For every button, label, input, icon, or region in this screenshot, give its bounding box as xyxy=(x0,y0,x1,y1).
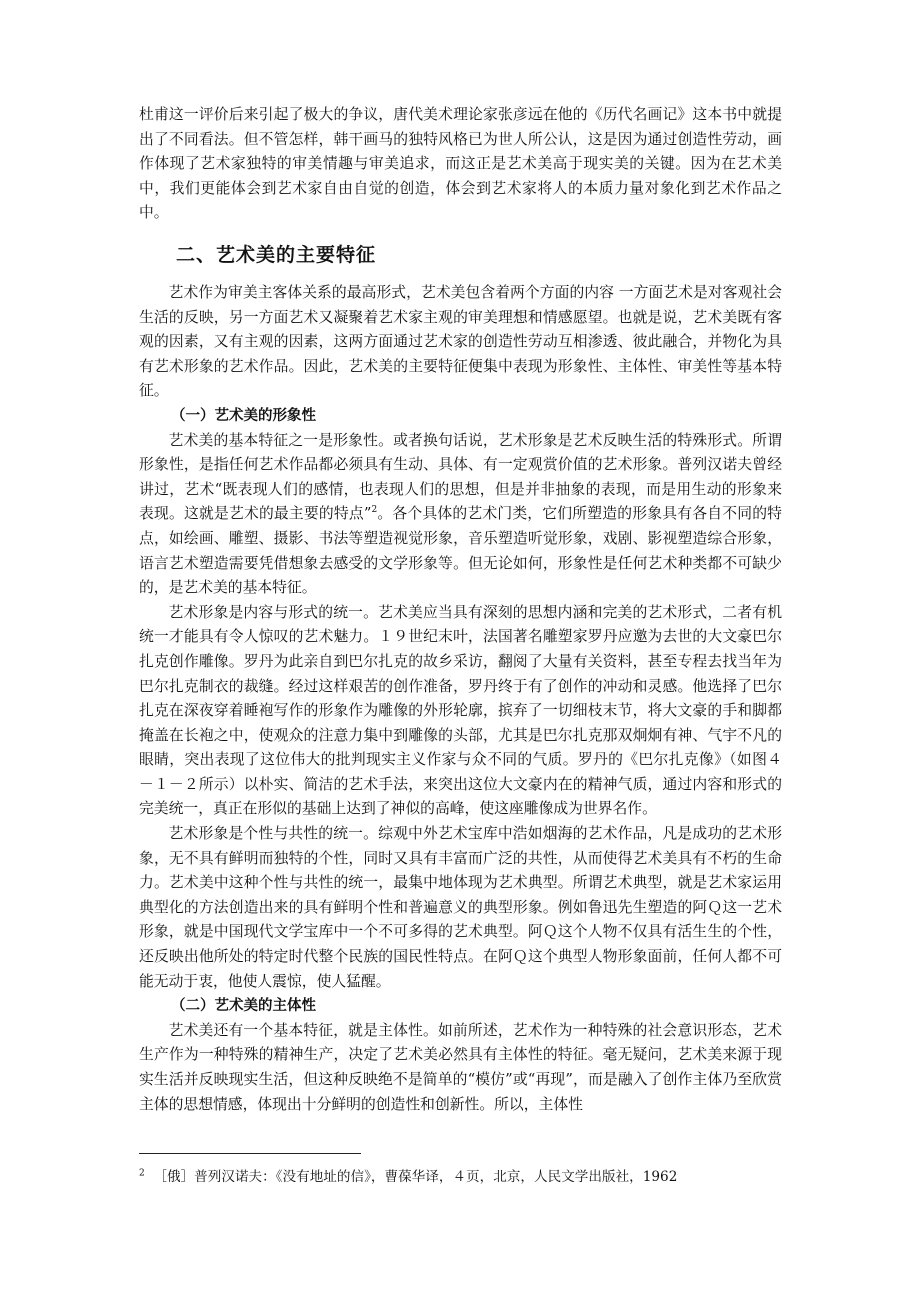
footnote-marker: 2 xyxy=(139,1168,145,1179)
section-intro-paragraph: 艺术作为审美主客体关系的最高形式，艺术美包含着两个方面的内容 一方面艺术是对客观社会生活的反映，另一方面艺术又凝聚着艺术家主观的审美理想和情感愿望。也就是说，艺术美既有客观的因素，又有主观的因素，这两方面通过艺术家的创造性劳动互相渗透、彼此融合，并物化为具有艺术形象的艺术作品。因此，艺术美的主要特征便集中表现为形象性、主体性、审美性等基本特征。 xyxy=(139,284,782,400)
section-body xyxy=(139,281,782,1117)
imagery-paragraph-1-part-a: 艺术美的基本特征之一是形象性。或者换句话说，艺术形象是艺术反映生活的特殊形式。所谓形象性，是指任何艺术作品都必须具有生动、具体、有一定观赏价值的艺术形象。普列汉诺夫曾经讲过，艺术“既表现人们的感情，也表现人们的思想，但是并非抽象的表现，而是用生动的形象来表现。这就是艺术的最主要的特点” xyxy=(139,431,782,523)
imagery-paragraph-3: 艺术形象是个性与共性的统一。综观中外艺术宝库中浩如烟海的艺术作品，凡是成功的艺术形象，无不具有鲜明而独特的个性，同时又具有丰富而广泛的共性，从而使得艺术美具有不朽的生命力。艺术美中这种个性与共性的统一，最集中地体现为艺术典型。所谓艺术典型，就是艺术家运用典型化的方法创造出来的具有鲜明个性和普遍意义的典型形象。例如鲁迅先生塑造的阿Ｑ这一艺术形象，就是中国现代文学宝库中一个不可多得的艺术典型。阿Ｑ这个人物不仅具有活生生的个性，还反映出他所处的特定时代整个民族的国民性特点。在阿Ｑ这个典型人物形象面前，任何人都不可能无动于衷，他使人震惊，使人猛醒。 xyxy=(139,825,782,990)
intro-paragraph-block xyxy=(139,103,782,226)
section-heading: 二、艺术美的主要特征 xyxy=(176,244,377,266)
imagery-paragraph-1 xyxy=(139,429,782,601)
subsection-heading-subjectivity: （二）艺术美的主体性 xyxy=(171,998,316,1015)
imagery-paragraph-1-part-b: 。各个具体的艺术门类，它们所塑造的形象具有各自不同的特点，如绘画、雕塑、摄影、书法等塑造视觉形象，音乐塑造听觉形象，戏剧、影视塑造综合形象，语言艺术塑造需要凭借想象去感受的文学形象等。但无论如何，形象性是任何艺术种类都不可缺少的，是艺术美的基本特征。 xyxy=(139,505,782,597)
subjectivity-paragraph-1: 艺术美还有一个基本特征，就是主体性。如前所述，艺术作为一种特殊的社会意识形态，艺术生产作为一种特殊的精神生产，决定了艺术美必然具有主体性的特征。毫无疑问，艺术美来源于现实生活并反映现实生活，但这种反映绝不是简单的“模仿”或“再现”，而是融入了创作主体乃至欣赏主体的思想情感，体现出十分鲜明的创造性和创新性。所以，主体性 xyxy=(139,1021,782,1113)
imagery-paragraph-2: 艺术形象是内容与形式的统一。艺术美应当具有深刻的思想内涵和完美的艺术形式，二者有机统一才能具有令人惊叹的艺术魅力。１９世纪末叶，法国著名雕塑家罗丹应邀为去世的大文豪巴尔扎克创作雕像。罗丹为此亲自到巴尔扎克的故乡采访，翻阅了大量有关资料，甚至专程去找当年为巴尔扎克制衣的裁缝。经过这样艰苦的创作准备，罗丹终于有了创作的冲动和灵感。他选择了巴尔扎克在深夜穿着睡袍写作的形象作为雕像的外形轮廓，摈弃了一切细枝末节，将大文豪的手和脚都掩盖在长袍之中，使观众的注意力集中到雕像的头部，尤其是巴尔扎克那双炯炯有神、气宇不凡的眼睛，突出表现了这位伟大的批判现实主义作家与众不同的气质。罗丹的《巴尔扎克像》（如图４－１－２所示）以朴实、简洁的艺术手法，来突出这位大文豪内在的精神气质，通过内容和形式的完美统一，真正在形似的基础上达到了神似的高峰，使这座雕像成为世界名作。 xyxy=(139,603,782,818)
footnote-reference: 2 xyxy=(371,505,378,516)
footnote-text: ［俄］普列汉诺夫：《没有地址的信》，曹葆华译，４页，北京，人民文学出版社，1962 xyxy=(153,1169,678,1185)
footnote xyxy=(139,1166,799,1188)
footnote-divider xyxy=(139,1153,361,1154)
intro-paragraph: 杜甫这一评价后来引起了极大的争议，唐代美术理论家张彦远在他的《历代名画记》这本书中就提出了不同看法。但不管怎样，韩干画马的独特风格已为世人所公认，这是因为通过创造性劳动，画作体现了艺术家独特的审美情趣与审美追求，而这正是艺术美高于现实美的关键。因为在艺术美中，我们更能体会到艺术家自由自觉的创造，体会到艺术家将人的本质力量对象化到艺术作品之中。 xyxy=(139,106,782,222)
subsection-heading-imagery: （一）艺术美的形象性 xyxy=(171,407,316,424)
